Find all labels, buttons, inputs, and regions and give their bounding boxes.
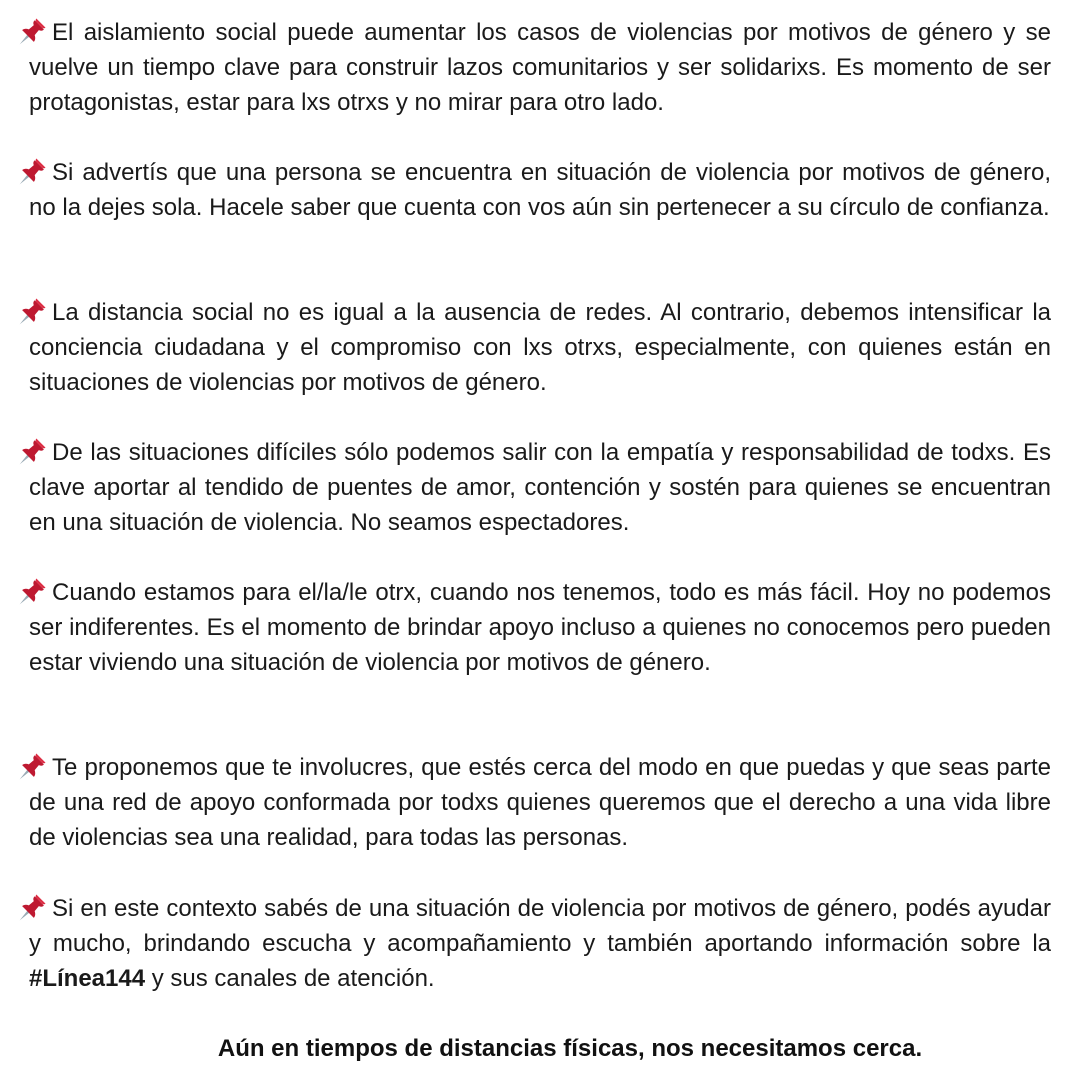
paragraph-7-text-after: y sus canales de atención. [145,965,435,992]
pushpin-icon [18,576,48,606]
paragraph-4 [29,435,1051,540]
paragraph-4-text: De las situaciones difíciles sólo podemos salir con la empatía y responsabilidad de todxs. Es clave aportar al tendido de puentes de amor, contención y sostén para quienes se encuentran en una situación de violencia. No seamos espectadores. [29,439,1051,536]
hashtag-linea144: #Línea144 [29,965,146,992]
paragraph-6-text: Te proponemos que te involucres, que estés cerca del modo en que puedas y que seas parte de una red de apoyo conformada por todxs quienes queremos que el derecho a una vida libre de violencias sea una realidad, para todas las personas. [29,754,1051,851]
pushpin-icon [18,156,48,186]
paragraph-2-text: Si advertís que una persona se encuentra en situación de violencia por motivos de género, no la dejes sola. Hacele saber que cuenta con vos aún sin pertenecer a su círculo de confianza. [29,159,1051,221]
pushpin-icon [18,16,48,46]
paragraph-7-text-before: Si en este contexto sabés de una situación de violencia por motivos de género, podés ayudar y mucho, brindando escucha y acompañamiento y también aportando información sobre la [29,895,1051,957]
paragraph-7 [29,891,1051,996]
paragraph-2 [29,155,1051,225]
paragraph-5-text: Cuando estamos para el/la/le otrx, cuando nos tenemos, todo es más fácil. Hoy no podemos ser indiferentes. Es el momento de brindar apoyo incluso a quienes no conocemos pero pueden estar viviendo una situación de violencia por motivos de género. [29,579,1051,676]
pushpin-icon [18,436,48,466]
paragraph-3 [29,295,1051,400]
paragraph-3-text: La distancia social no es igual a la ausencia de redes. Al contrario, debemos intensificar la conciencia ciudadana y el compromiso con lxs otrxs, especialmente, con quienes están en situaciones de violencias por motivos de género. [29,299,1051,396]
pushpin-icon [18,296,48,326]
paragraph-1-text: El aislamiento social puede aumentar los casos de violencias por motivos de género y se vuelve un tiempo clave para construir lazos comunitarios y ser solidarixs. Es momento de ser protagonistas, estar para lxs otrxs y no mirar para otro lado. [29,19,1051,116]
paragraph-1 [29,15,1051,120]
pushpin-icon [18,751,48,781]
paragraph-5 [29,575,1051,680]
closing-statement: Aún en tiempos de distancias físicas, nos necesitamos cerca. [217,1035,923,1062]
paragraph-6 [29,750,1051,855]
pushpin-icon [18,892,48,922]
